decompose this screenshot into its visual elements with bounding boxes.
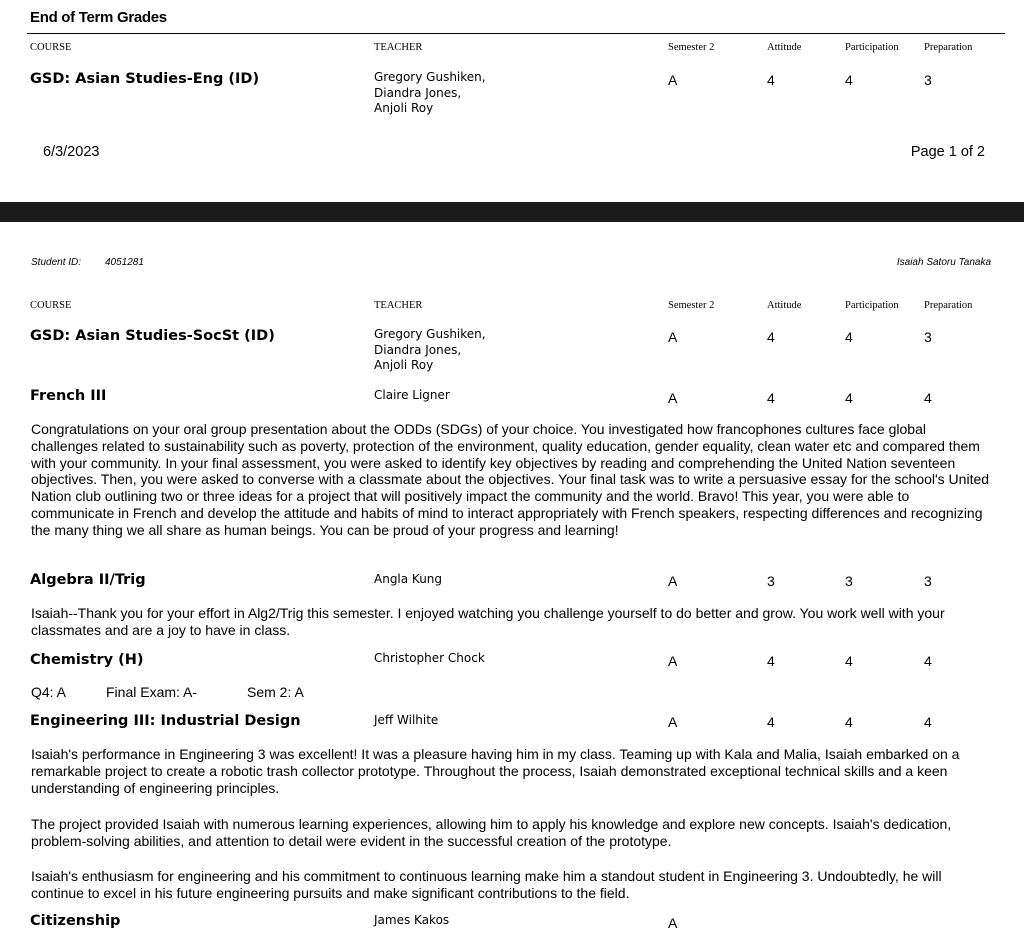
page-separator — [0, 202, 1024, 222]
teacher-comment: Congratulations on your oral group presentation about the ODDs (SDGs) of your choice. You investigated how francophones cultures face global challenges related to sustainability such as poverty, protection of the environment, quality education, gender equality, clean water etc and compared them with your community. In your final assessment, you were asked to identify key objectives by reading and comprehending the United Nation seventeen objectives. Then, you were asked to converse with a classmate about the objectives. Your final task was to write a persuasive essay for the school's United Nation club outlining two or three ideas for a project that will positively impact the community and the world. Bravo! This year, you were able to communicate in French and develop the attitude and habits of mind to interact appropriately with French speakers, respecting differences and recognizing the many thing we all share as human beings. You can be proud of your progress and learning! — [31, 421, 990, 538]
course-name: GSD: Asian Studies-SocSt (ID) — [30, 328, 275, 344]
grade-semester: A — [668, 915, 678, 931]
grade-attitude: 4 — [767, 329, 775, 345]
header-participation: Participation — [845, 42, 899, 53]
course-teacher: Christopher Chock — [374, 651, 485, 665]
grade-preparation: 3 — [924, 329, 932, 345]
title-rule — [27, 33, 1005, 34]
teacher-comment: The project provided Isaiah with numerous learning experiences, allowing him to apply his knowledge and explore new concepts. Isaiah's dedication, problem-solving abilities, and attention to detail were evident in the successful creation of the prototype. — [31, 816, 952, 849]
teacher-comment: Isaiah's performance in Engineering 3 was excellent! It was a pleasure having him in my class. Teaming up with Kala and Malia, Isaiah embarked on a remarkable project to create a robotic trash collector prototype. Throughout the process, Isaiah demonstrated exceptional technical skills and a keen understanding of engineering principles. — [31, 746, 960, 796]
footer-page-number: Page 1 of 2 — [910, 144, 985, 160]
chem-sem2-grade: Sem 2: A — [247, 684, 304, 700]
course-name: GSD: Asian Studies-Eng (ID) — [30, 71, 260, 87]
header-preparation: Preparation — [924, 42, 973, 53]
header-attitude: Attitude — [767, 300, 802, 311]
course-name: Algebra II/Trig — [30, 572, 146, 588]
grade-attitude: 4 — [767, 714, 775, 730]
course-name: Chemistry (H) — [30, 652, 144, 668]
header-preparation: Preparation — [924, 300, 973, 311]
header-teacher: TEACHER — [374, 300, 423, 311]
grade-attitude: 3 — [767, 573, 775, 589]
grade-preparation: 3 — [924, 573, 932, 589]
header-teacher: TEACHER — [374, 42, 423, 53]
teacher-comment: Isaiah--Thank you for your effort in Alg2/Trig this semester. I enjoyed watching you challenge yourself to do better and grow. You work well with your classmates and are a joy to have in class. — [31, 605, 945, 638]
grade-preparation: 4 — [924, 653, 932, 669]
student-id-label: Student ID: — [31, 257, 82, 268]
grade-semester: A — [668, 653, 678, 669]
grade-attitude: 4 — [767, 72, 775, 88]
header-course: COURSE — [30, 42, 72, 53]
report-title: End of Term Grades — [30, 9, 167, 26]
grade-semester: A — [668, 72, 678, 88]
header-attitude: Attitude — [767, 42, 802, 53]
chem-q4-grade: Q4: A — [31, 684, 67, 700]
grade-preparation: 3 — [924, 72, 932, 88]
grade-participation: 4 — [845, 72, 853, 88]
course-teacher: Gregory Gushiken, Diandra Jones, Anjoli Roy — [374, 327, 486, 372]
course-teacher: Gregory Gushiken, Diandra Jones, Anjoli Roy — [374, 70, 486, 115]
header-semester: Semester 2 — [668, 300, 715, 311]
course-name: Engineering III: Industrial Design — [30, 713, 301, 729]
grade-preparation: 4 — [924, 390, 932, 406]
course-name: Citizenship — [30, 913, 121, 929]
grade-participation: 4 — [845, 329, 853, 345]
grade-participation: 4 — [845, 653, 853, 669]
teacher-comment: Isaiah's enthusiasm for engineering and his commitment to continuous learning make him a standout student in Engineering 3. Undoubtedly, he will continue to excel in his future engineering pursuits and make significant contributions to the field. — [31, 868, 942, 901]
course-name: French III — [30, 388, 107, 404]
course-teacher: James Kakos — [374, 913, 450, 927]
grade-participation: 4 — [845, 714, 853, 730]
student-id: 4051281 — [105, 257, 144, 268]
course-teacher: Angla Kung — [374, 572, 443, 586]
grade-semester: A — [668, 714, 678, 730]
header-semester: Semester 2 — [668, 42, 715, 53]
grade-semester: A — [668, 329, 678, 345]
grade-semester: A — [668, 573, 678, 589]
grade-attitude: 4 — [767, 390, 775, 406]
grade-participation: 3 — [845, 573, 853, 589]
course-teacher: Claire Ligner — [374, 388, 450, 402]
course-teacher: Jeff Wilhite — [374, 713, 439, 727]
grade-semester: A — [668, 390, 678, 406]
student-name: Isaiah Satoru Tanaka — [896, 257, 991, 268]
grade-participation: 4 — [845, 390, 853, 406]
chem-final-exam-grade: Final Exam: A- — [106, 684, 198, 700]
header-course: COURSE — [30, 300, 72, 311]
footer-date: 6/3/2023 — [43, 144, 100, 160]
grade-attitude: 4 — [767, 653, 775, 669]
grade-preparation: 4 — [924, 714, 932, 730]
header-participation: Participation — [845, 300, 899, 311]
